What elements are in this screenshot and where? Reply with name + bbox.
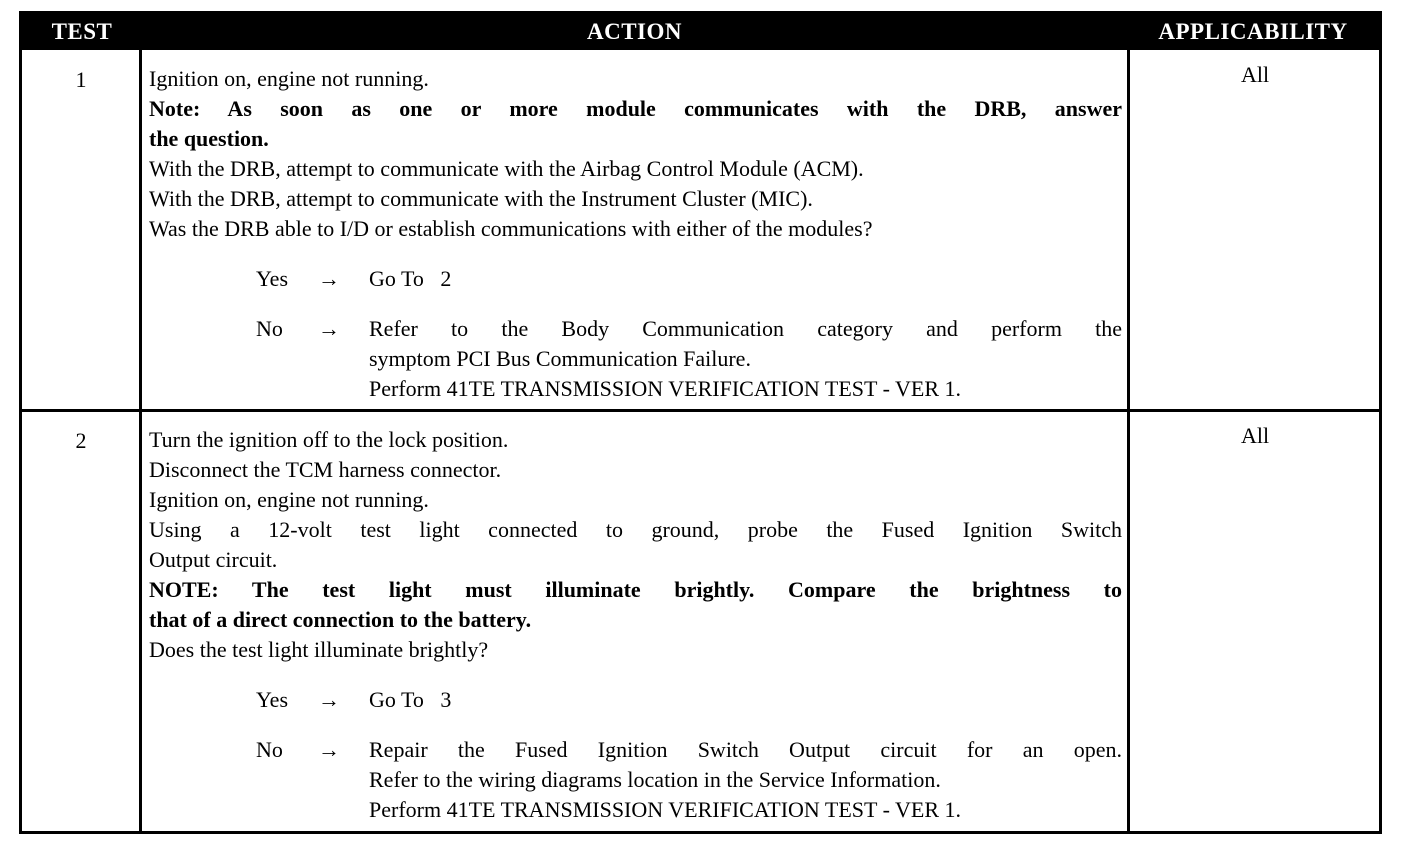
action-line: With the DRB, attempt to communicate with the Airbag Control Module (ACM).: [149, 156, 864, 181]
test-number: 1: [75, 67, 87, 92]
table-header: [22, 14, 1379, 50]
arrow-icon: →: [318, 737, 340, 762]
result-line: Refer to the Body Communication category and perform the: [369, 316, 1122, 341]
arrow-icon: →: [318, 316, 340, 341]
action-line: Ignition on, engine not running.: [149, 66, 429, 91]
question-line: Does the test light illuminate brightly?: [149, 637, 489, 662]
test-applicability: All: [1240, 423, 1270, 448]
result-line: symptom PCI Bus Communication Failure.: [369, 346, 751, 371]
arrow-icon: →: [318, 687, 340, 712]
action-line: With the DRB, attempt to communicate with the Instrument Cluster (MIC).: [149, 186, 813, 211]
yes-option: [149, 685, 1122, 715]
row-divider: [22, 409, 1379, 412]
header-applicability: APPLICABILITY: [1158, 19, 1348, 44]
yes-label: Yes: [256, 266, 289, 291]
result-line: Refer to the wiring diagrams location in the Service Information.: [369, 767, 941, 792]
yes-result: Go To 2: [369, 266, 452, 291]
column-divider: [1127, 50, 1130, 831]
action-line: Disconnect the TCM harness connector.: [149, 457, 502, 482]
test-action: [149, 64, 1122, 401]
yes-result: Go To 3: [369, 687, 452, 712]
no-label: No: [256, 316, 283, 341]
result-line: Perform 41TE TRANSMISSION VERIFICATION TEST - VER 1.: [369, 376, 961, 401]
no-option: [149, 314, 1122, 401]
result-line: Perform 41TE TRANSMISSION VERIFICATION TEST - VER 1.: [369, 797, 961, 822]
test-number: 2: [75, 428, 87, 453]
action-line: Output circuit.: [149, 547, 278, 572]
no-result: [369, 314, 1122, 404]
test-applicability: All: [1240, 62, 1270, 87]
question-line: Was the DRB able to I/D or establish communications with either of the modules?: [149, 216, 873, 241]
diagnostic-test-table: [19, 11, 1382, 834]
note-line: Note: As soon as one or more module communicates with the DRB, answer: [149, 96, 1122, 121]
note-line: that of a direct connection to the battery.: [149, 607, 532, 632]
note-line: the question.: [149, 126, 269, 151]
yes-label: Yes: [256, 687, 289, 712]
header-action: ACTION: [586, 19, 682, 44]
test-action: [149, 425, 1122, 822]
no-label: No: [256, 737, 283, 762]
arrow-icon: →: [318, 266, 340, 291]
no-result: [369, 735, 1122, 825]
action-line: Turn the ignition off to the lock position.: [149, 427, 509, 452]
note-line: NOTE: The test light must illuminate brightly. Compare the brightness to: [149, 577, 1122, 602]
action-line: Using a 12-volt test light connected to ground, probe the Fused Ignition Switch: [149, 517, 1122, 542]
header-test: TEST: [51, 19, 113, 44]
action-line: Ignition on, engine not running.: [149, 487, 429, 512]
yes-option: [149, 264, 1122, 294]
result-line: Repair the Fused Ignition Switch Output circuit for an open.: [369, 737, 1122, 762]
no-option: [149, 735, 1122, 822]
